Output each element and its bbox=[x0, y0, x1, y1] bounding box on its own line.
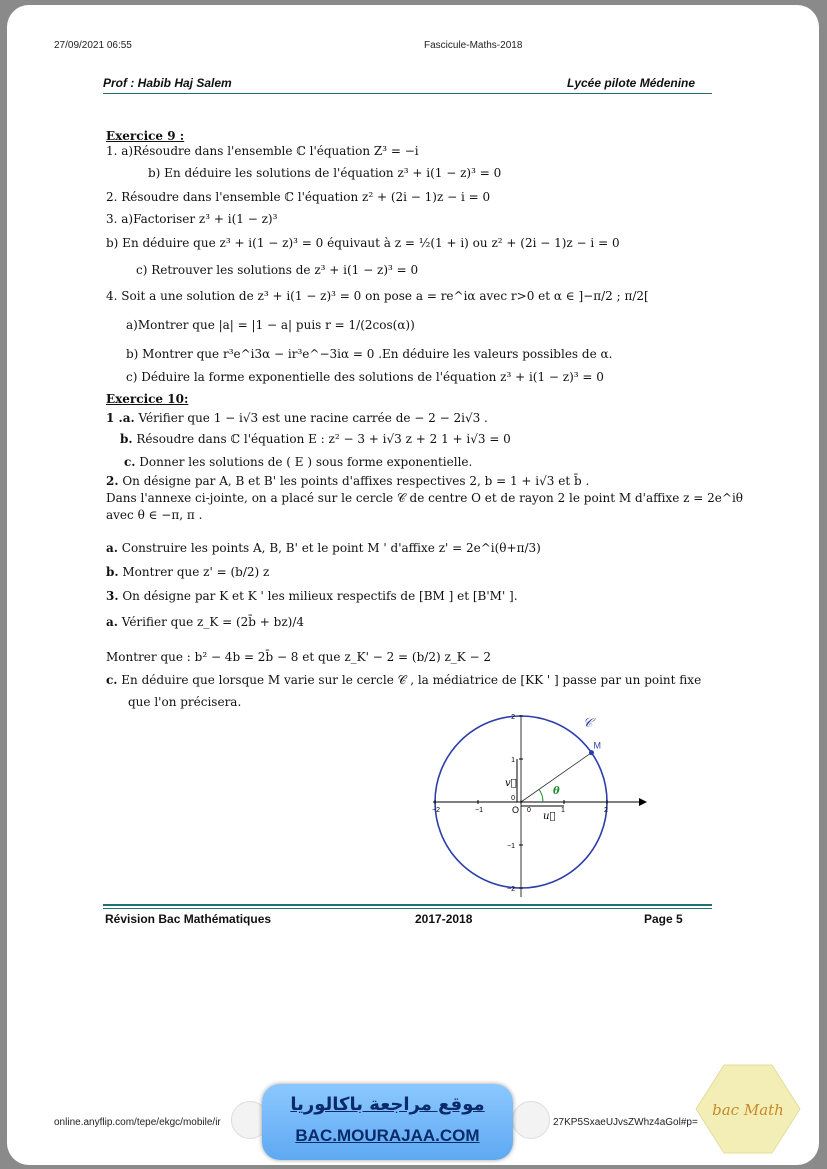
ex10-line-2-theta: avec θ ∈ −π, π . bbox=[106, 508, 203, 522]
ex10-line-3: 3. On désigne par K et K ' les milieux respectifs de [BM ] et [B'M' ]. bbox=[106, 589, 518, 603]
ex9-line-8: a)Montrer que |a| = |1 − a| puis r = 1/(2cos(α)) bbox=[126, 318, 415, 332]
ex10-line-2a: a. Construire les points A, B, B' et le point M ' d'affixe z' = 2e^i(θ+π/3) bbox=[106, 541, 541, 555]
circle-label: 𝒞 bbox=[583, 716, 593, 731]
unit-circle-figure bbox=[425, 707, 647, 899]
page-sheet bbox=[7, 5, 819, 1165]
exercise-10-title: Exercice 10: bbox=[106, 392, 189, 406]
ex10-line-1b: b. Résoudre dans ℂ l'équation E : z² − 3 + i√3 z + 2 1 + i√3 = 0 bbox=[120, 432, 511, 446]
ex10-line-2-annex: Dans l'annexe ci-jointe, on a placé sur le cercle 𝒞 de centre O et de rayon 2 le point M d'affixe z = 2e^iθ bbox=[106, 491, 744, 505]
ex9-line-3: 2. Résoudre dans l'ensemble ℂ l'équation z² + (2i − 1)z − i = 0 bbox=[106, 190, 491, 204]
point-m-label: M bbox=[593, 740, 601, 751]
badge-text: bac Math bbox=[712, 1101, 784, 1119]
promo-banner[interactable] bbox=[262, 1084, 513, 1160]
footer-year: 2017-2018 bbox=[415, 912, 473, 926]
right-logo-icon bbox=[512, 1101, 550, 1139]
x-tick-label: 2 bbox=[604, 807, 608, 814]
source-url-right[interactable]: 27KP5SxaeUJvsZWhz4aGol#p= bbox=[553, 1117, 698, 1128]
teacher-name: Prof : Habib Haj Salem bbox=[103, 76, 232, 90]
ex9-line-5: b) En déduire que z³ + i(1 − z)³ = 0 équivaut à z = ½(1 + i) ou z² + (2i − 1)z − i = 0 bbox=[106, 236, 620, 250]
ex9-line-7: 4. Soit a une solution de z³ + i(1 − z)³ = 0 on pose a = re^iα avec r>0 et α ∈ ]−π/2 ; π/2[ bbox=[106, 289, 649, 303]
ex10-line-3a: a. Vérifier que z_K = (2b̄ + bz)/4 bbox=[106, 615, 305, 629]
x-tick-label: −2 bbox=[432, 807, 440, 814]
y-tick-label: −1 bbox=[507, 843, 515, 850]
print-timestamp: 27/09/2021 06:55 bbox=[54, 40, 132, 51]
x-tick-label: −1 bbox=[475, 807, 483, 814]
ex9-line-4: 3. a)Factoriser z³ + i(1 − z)³ bbox=[106, 212, 278, 226]
source-url-left[interactable]: online.anyflip.com/tepe/ekgc/mobile/ir bbox=[54, 1117, 221, 1128]
y-tick-label: −2 bbox=[507, 886, 515, 893]
ex9-line-1: 1. a)Résoudre dans l'ensemble ℂ l'équation Z³ = −i bbox=[106, 144, 419, 158]
bac-math-badge-icon bbox=[694, 1063, 802, 1155]
banner-arabic-text: موقع مراجعة باكالوريا bbox=[290, 1094, 485, 1115]
school-name: Lycée pilote Médenine bbox=[567, 76, 696, 90]
theta-label: θ bbox=[553, 786, 560, 797]
exercise-9-title: Exercice 9 : bbox=[106, 129, 185, 143]
footer-page: Page 5 bbox=[644, 912, 683, 926]
angle-arc bbox=[539, 789, 543, 802]
ex9-line-2: b) En déduire les solutions de l'équation z³ + i(1 − z)³ = 0 bbox=[148, 166, 502, 180]
x-axis-arrow-icon bbox=[639, 798, 647, 806]
ex9-line-6: c) Retrouver les solutions de z³ + i(1 − z)³ = 0 bbox=[136, 263, 419, 277]
y-tick-label: 1 bbox=[511, 757, 515, 764]
point-m bbox=[589, 750, 594, 755]
x-tick-label: 0 bbox=[527, 807, 531, 814]
ex10-line-1a: 1 .a. Vérifier que 1 − i√3 est une racine carrée de − 2 − 2i√3 . bbox=[106, 411, 488, 425]
ex9-line-9: b) Montrer que r³e^i3α − ir³e^−3iα = 0 .En déduire les valeurs possibles de α. bbox=[126, 347, 613, 361]
y-tick-label: 0 bbox=[511, 795, 515, 802]
origin-label: O bbox=[512, 805, 520, 815]
ex10-line-3c: c. En déduire que lorsque M varie sur le cercle 𝒞 , la médiatrice de [KK ' ] passe par un point fixe bbox=[106, 673, 702, 687]
x-tick-label: 1 bbox=[561, 807, 565, 814]
ex10-line-1c: c. Donner les solutions de ( E ) sous forme exponentielle. bbox=[124, 455, 473, 469]
ex10-line-2: 2. On désigne par A, B et B' les points d'affixes respectives 2, b = 1 + i√3 et b̄ . bbox=[106, 474, 590, 488]
banner-site-name[interactable]: BAC.MOURAJAA.COM bbox=[295, 1126, 480, 1145]
v-vector-label: v⃗ bbox=[505, 778, 517, 789]
ex10-line-2b: b. Montrer que z' = (b/2) z bbox=[106, 565, 270, 579]
footer-left: Révision Bac Mathématiques bbox=[105, 912, 272, 926]
ex10-line-3c-end: que l'on précisera. bbox=[128, 695, 242, 709]
ex9-line-10: c) Déduire la forme exponentielle des solutions de l'équation z³ + i(1 − z)³ = 0 bbox=[126, 370, 604, 384]
header-rule bbox=[103, 93, 712, 94]
footer-rule-top bbox=[103, 904, 712, 906]
u-vector-label: u⃗ bbox=[543, 811, 556, 822]
ex10-line-3a-show: Montrer que : b² − 4b = 2b̄ − 8 et que z_K' − 2 = (b/2) z_K − 2 bbox=[106, 650, 492, 664]
footer-rule-bottom bbox=[103, 908, 712, 909]
y-tick-label: 2 bbox=[511, 714, 515, 721]
document-title: Fascicule-Maths-2018 bbox=[424, 40, 523, 51]
